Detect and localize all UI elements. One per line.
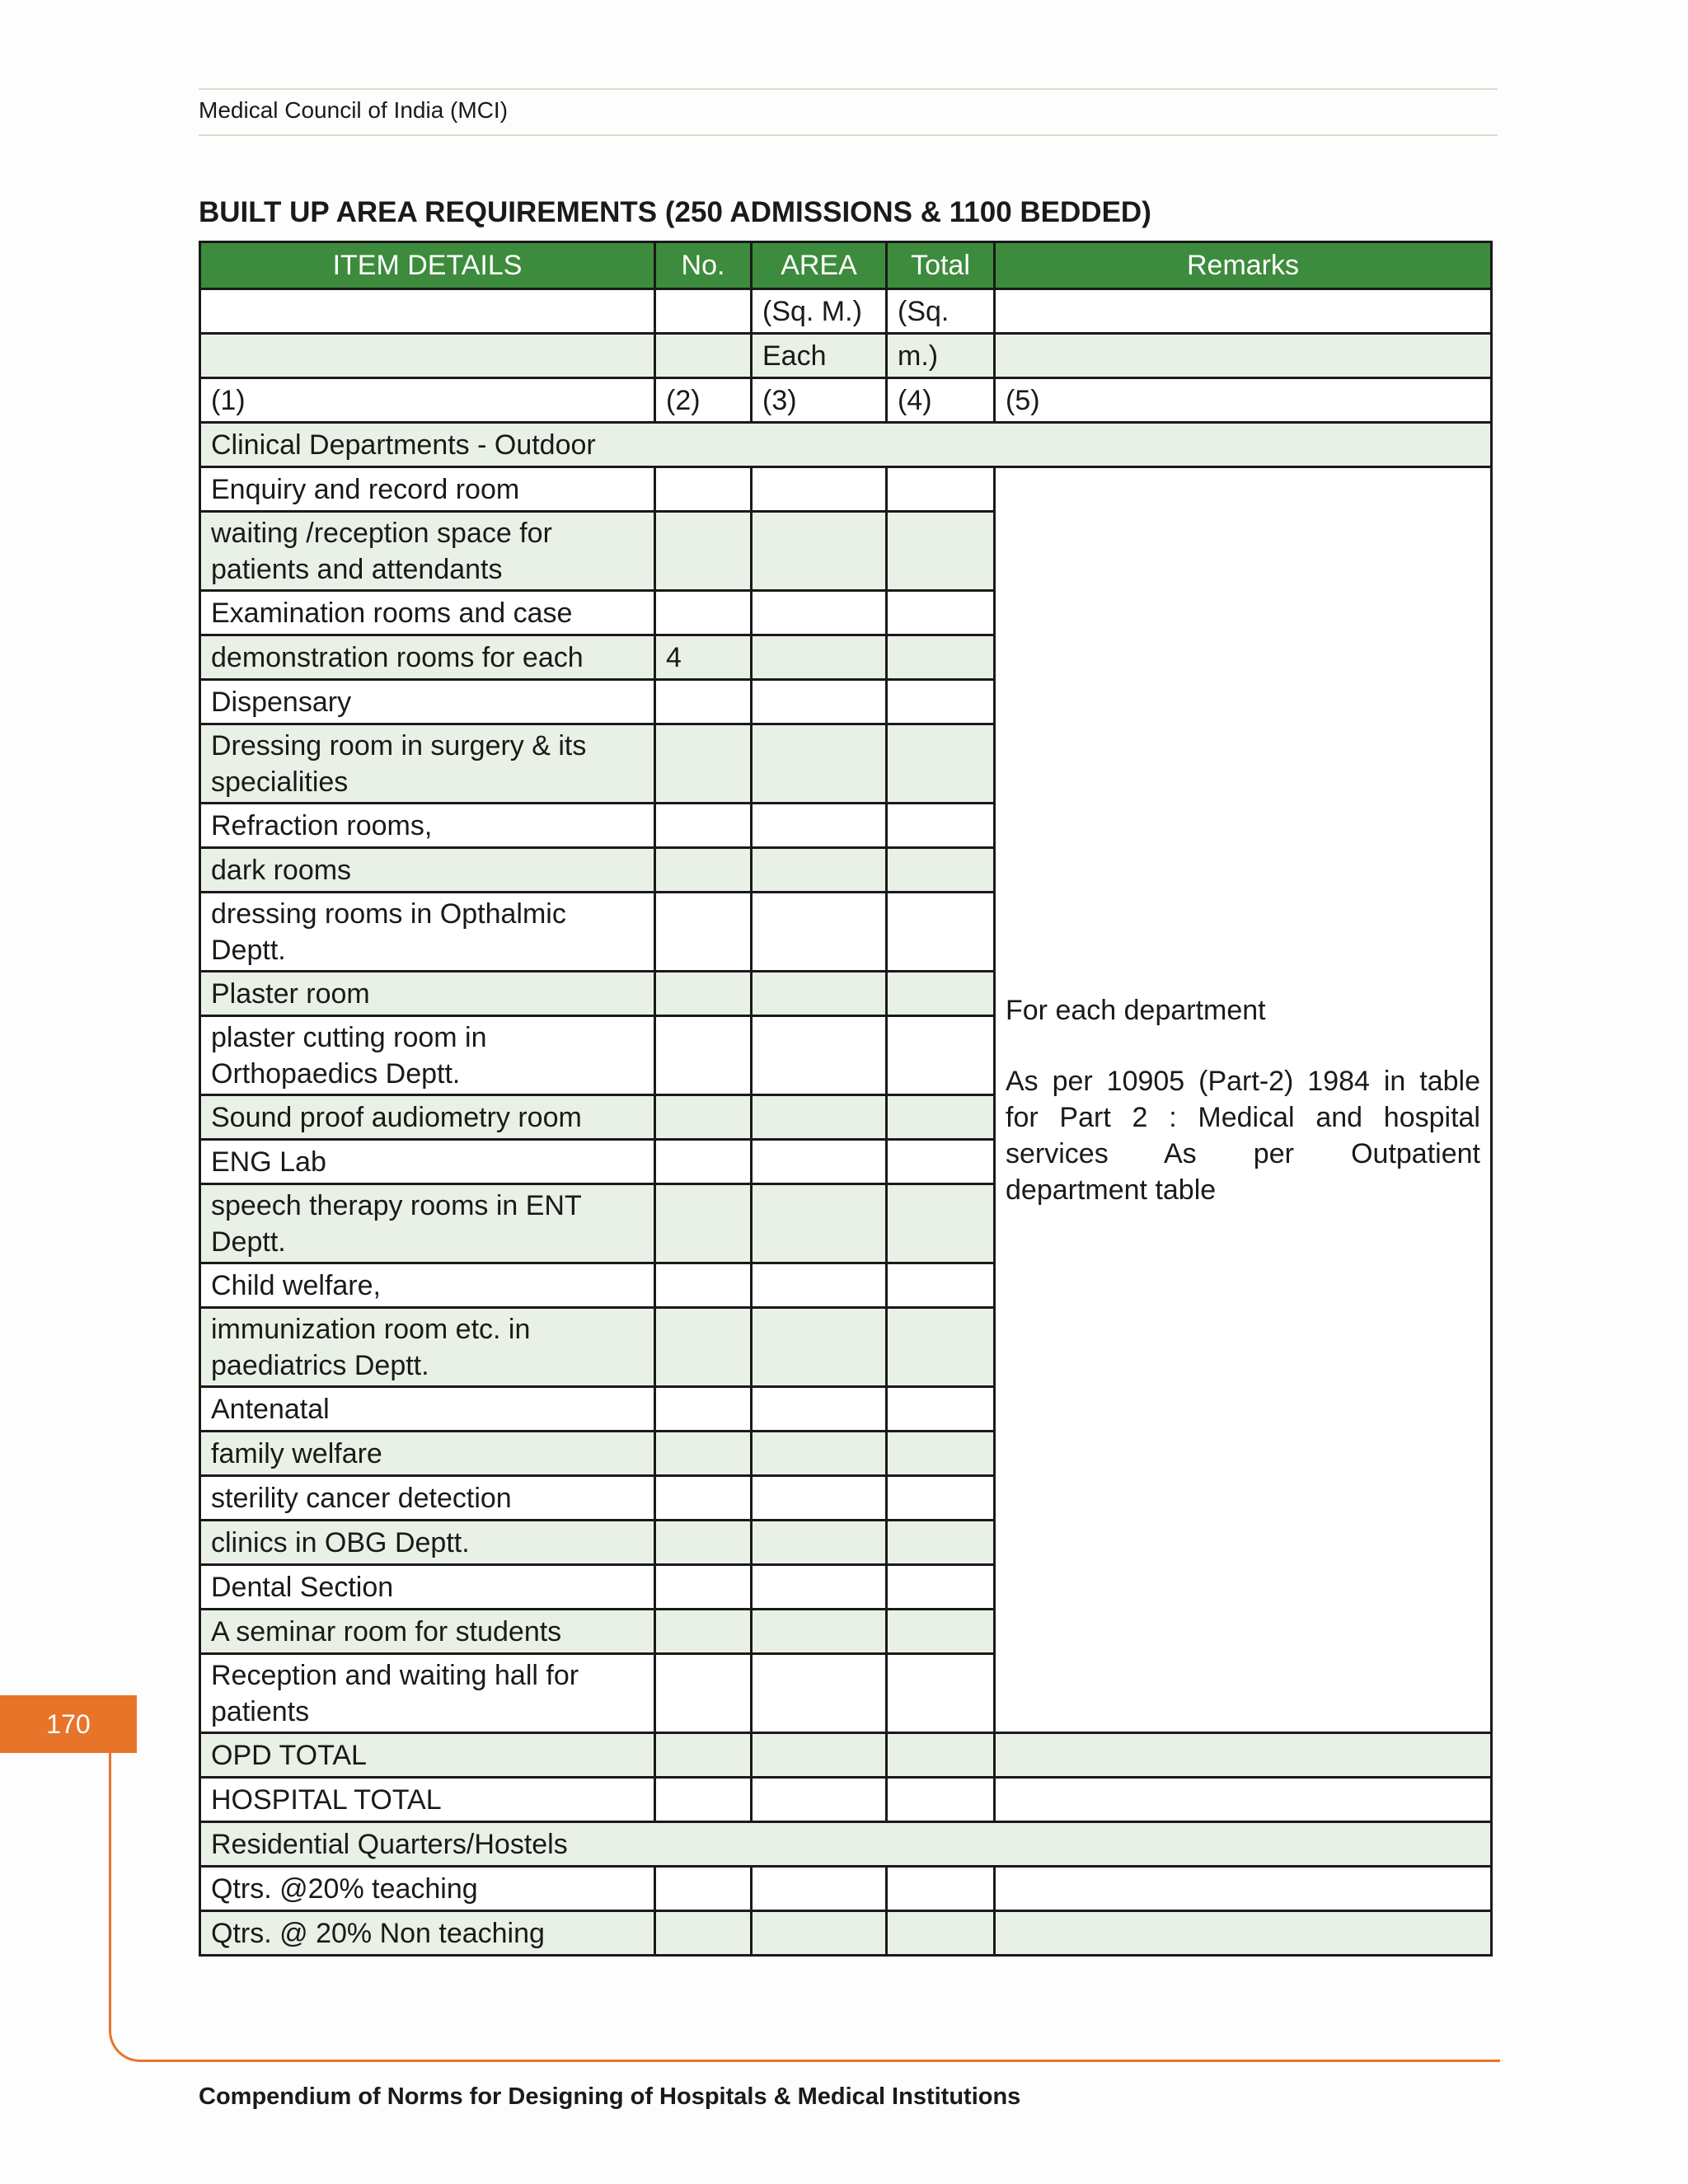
item-count	[655, 1095, 752, 1140]
item-area-each	[752, 1476, 887, 1521]
item-count	[655, 804, 752, 848]
table-cell: (5)	[995, 378, 1492, 423]
item-count	[655, 1263, 752, 1308]
item-count	[655, 1521, 752, 1565]
item-label: waiting /reception space for patients and attendants	[200, 512, 655, 591]
item-area-total	[887, 972, 995, 1016]
header-rule-bottom	[199, 134, 1498, 136]
page-number-tab: 170	[0, 1695, 137, 1753]
item-area-each	[752, 1308, 887, 1387]
table-cell	[995, 334, 1492, 378]
table-row	[200, 467, 1492, 512]
item-area-each	[752, 1184, 887, 1263]
table-cell: (Sq.	[887, 289, 995, 334]
item-area-total	[887, 1654, 995, 1733]
table-cell: (1)	[200, 378, 655, 423]
item-label: dark rooms	[200, 848, 655, 893]
row-label: Qtrs. @ 20% Non teaching	[200, 1911, 655, 1956]
section-heading: Residential Quarters/Hostels	[200, 1822, 1492, 1867]
table-cell	[200, 289, 655, 334]
remarks-line-2: As per 10905 (Part-2) 1984 in table for Part 2 : Medical and hospital services As per Outpatient department table	[1006, 1065, 1480, 1206]
item-area-total	[887, 1095, 995, 1140]
item-label: dressing rooms in Opthalmic Deptt.	[200, 893, 655, 972]
item-count	[655, 972, 752, 1016]
item-area-each	[752, 1016, 887, 1095]
item-count	[655, 1565, 752, 1610]
item-area-each	[752, 680, 887, 724]
col-header-no: No.	[655, 242, 752, 289]
item-count	[655, 1016, 752, 1095]
item-area-each	[752, 1654, 887, 1733]
table-cell	[655, 334, 752, 378]
item-area-each	[752, 893, 887, 972]
table-cell: (4)	[887, 378, 995, 423]
item-label: Antenatal	[200, 1387, 655, 1432]
col-header-remarks: Remarks	[995, 242, 1492, 289]
row-label: HOSPITAL TOTAL	[200, 1778, 655, 1822]
item-area-total	[887, 1521, 995, 1565]
table-cell: (Sq. M.)	[752, 289, 887, 334]
item-label: Enquiry and record room	[200, 467, 655, 512]
item-count	[655, 591, 752, 635]
item-area-each	[752, 512, 887, 591]
item-count	[655, 893, 752, 972]
table-cell: Each	[752, 334, 887, 378]
table-cell: m.)	[887, 334, 995, 378]
item-count	[655, 512, 752, 591]
item-label: A seminar room for students	[200, 1610, 655, 1654]
item-count	[655, 848, 752, 893]
section-row-outdoor	[200, 423, 1492, 467]
table-cell	[655, 289, 752, 334]
item-area-total	[887, 1184, 995, 1263]
item-area-total	[887, 1610, 995, 1654]
col-header-item-details: ITEM DETAILS	[200, 242, 655, 289]
item-area-each	[752, 972, 887, 1016]
item-count	[655, 724, 752, 804]
item-area-each	[752, 1263, 887, 1308]
item-label: Dressing room in surgery & its specialities	[200, 724, 655, 804]
item-area-each	[752, 1521, 887, 1565]
item-label: Child welfare,	[200, 1263, 655, 1308]
item-count	[655, 1387, 752, 1432]
table-header-row	[200, 242, 1492, 289]
item-area-each	[752, 1095, 887, 1140]
item-label: speech therapy rooms in ENT Deptt.	[200, 1184, 655, 1263]
item-area-total	[887, 893, 995, 972]
item-area-each	[752, 1387, 887, 1432]
item-label: Reception and waiting hall for patients	[200, 1654, 655, 1733]
item-area-each	[752, 804, 887, 848]
item-count	[655, 680, 752, 724]
item-area-total	[887, 1432, 995, 1476]
item-label: plaster cutting room in Orthopaedics Deptt.	[200, 1016, 655, 1095]
item-area-total	[887, 1387, 995, 1432]
column-number-row	[200, 378, 1492, 423]
page-frame-border	[109, 1753, 1500, 2062]
remarks-merged-cell	[995, 467, 1492, 1733]
section-heading: Clinical Departments - Outdoor	[200, 423, 1492, 467]
item-label: Dispensary	[200, 680, 655, 724]
area-requirements-table	[199, 241, 1493, 1957]
item-area-total	[887, 1016, 995, 1095]
item-count: 4	[655, 635, 752, 680]
item-area-total	[887, 512, 995, 591]
item-area-total	[887, 591, 995, 635]
item-area-each	[752, 848, 887, 893]
item-area-each	[752, 467, 887, 512]
item-area-total	[887, 804, 995, 848]
item-count	[655, 1308, 752, 1387]
item-count	[655, 1654, 752, 1733]
item-label: Refraction rooms,	[200, 804, 655, 848]
item-label: sterility cancer detection	[200, 1476, 655, 1521]
item-count	[655, 1184, 752, 1263]
item-count	[655, 1610, 752, 1654]
item-area-total	[887, 1476, 995, 1521]
item-area-total	[887, 680, 995, 724]
item-label: demonstration rooms for each	[200, 635, 655, 680]
item-label: Sound proof audiometry room	[200, 1095, 655, 1140]
item-area-each	[752, 1432, 887, 1476]
item-area-each	[752, 1610, 887, 1654]
item-area-each	[752, 635, 887, 680]
unit-row-2	[200, 334, 1492, 378]
item-area-each	[752, 724, 887, 804]
item-label: Examination rooms and case	[200, 591, 655, 635]
footer-title: Compendium of Norms for Designing of Hospitals & Medical Institutions	[199, 2083, 1021, 2110]
item-area-each	[752, 591, 887, 635]
item-count	[655, 1432, 752, 1476]
table-cell: (3)	[752, 378, 887, 423]
header-rule-top	[199, 88, 1498, 90]
col-header-area: AREA	[752, 242, 887, 289]
unit-row-1	[200, 289, 1492, 334]
item-area-total	[887, 1140, 995, 1184]
item-count	[655, 1476, 752, 1521]
running-header: Medical Council of India (MCI)	[199, 97, 509, 123]
item-count	[655, 467, 752, 512]
item-area-total	[887, 467, 995, 512]
item-count	[655, 1140, 752, 1184]
item-area-total	[887, 635, 995, 680]
item-label: immunization room etc. in paediatrics Deptt.	[200, 1308, 655, 1387]
item-area-each	[752, 1140, 887, 1184]
item-label: clinics in OBG Deptt.	[200, 1521, 655, 1565]
col-header-total: Total	[887, 242, 995, 289]
table-cell: (2)	[655, 378, 752, 423]
table-title: BUILT UP AREA REQUIREMENTS (250 ADMISSIONS & 1100 BEDDED)	[199, 196, 1151, 228]
item-area-each	[752, 1565, 887, 1610]
row-label: Qtrs. @20% teaching	[200, 1867, 655, 1911]
table-cell	[995, 289, 1492, 334]
item-area-total	[887, 1308, 995, 1387]
item-label: Dental Section	[200, 1565, 655, 1610]
table-cell	[200, 334, 655, 378]
item-area-total	[887, 724, 995, 804]
row-label: OPD TOTAL	[200, 1733, 655, 1778]
item-label: ENG Lab	[200, 1140, 655, 1184]
item-area-total	[887, 1565, 995, 1610]
item-label: Plaster room	[200, 972, 655, 1016]
remarks-line-1: For each department	[1006, 994, 1266, 1026]
item-label: family welfare	[200, 1432, 655, 1476]
item-area-total	[887, 1263, 995, 1308]
item-area-total	[887, 848, 995, 893]
